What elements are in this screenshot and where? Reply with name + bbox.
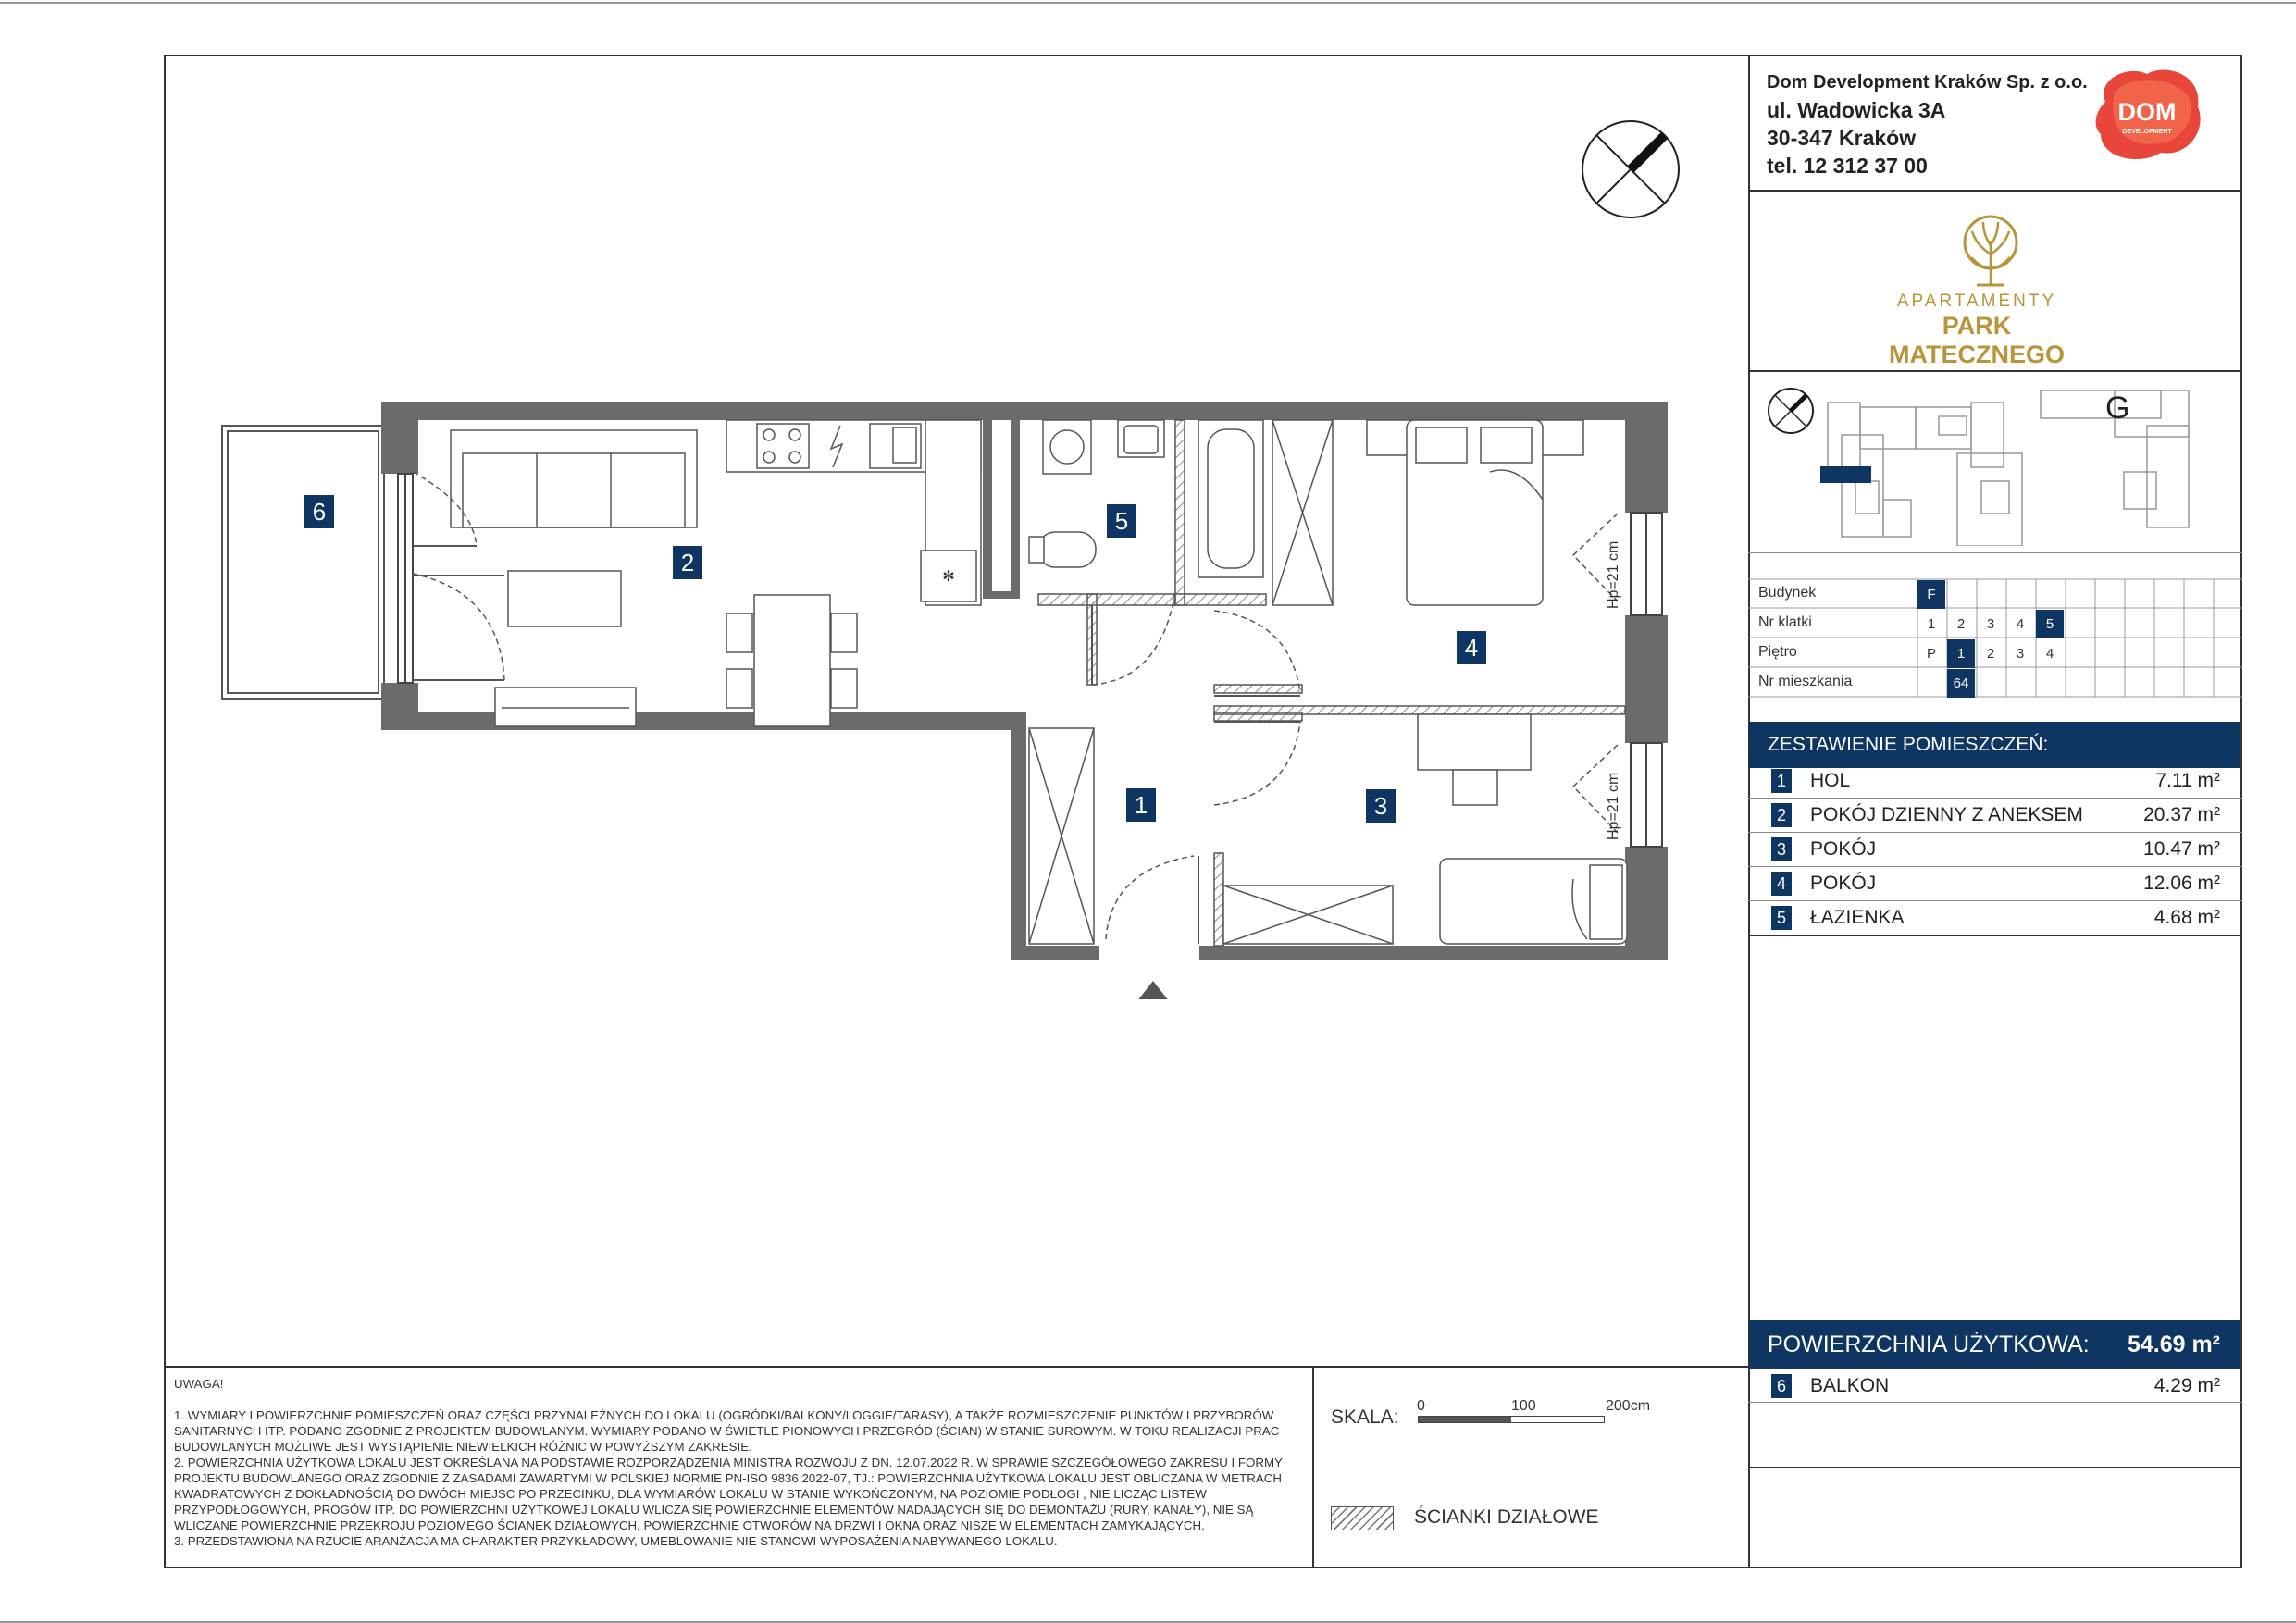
site-key-plan xyxy=(1763,379,2235,551)
coffee-table xyxy=(508,571,621,626)
room-row-6 xyxy=(1749,1369,2240,1403)
room-number-badge: 4 xyxy=(1771,872,1792,896)
desk xyxy=(1418,714,1531,805)
divider xyxy=(1748,798,2242,799)
notes-divider xyxy=(164,1366,1750,1368)
notes-paragraph-1: 1. WYMIARY I POWIERZCHNIE POMIESZCZEŃ ORAZ CZĘŚCI PRZYNALEŻNYCH DO LOKALU (OGRÓDKI/BALKONY/LOGGIE/TARASY), A TAKŻE ROZMIESZCZENIE PUNKTÓW I PRZYBORÓW SANITARNYCH ITP. PODANO ZGODNIE Z PROJEKTEM BUDOWLANYM. WYMIARY PODANO W ŚWIETLE PIONOWYCH PRZEGRÓD (ŚCIAN) W STANIE SUROWYM. W TOKU REALIZACJI PRAC BUDOWLANYCH MOŻLIWE JEST WYSTĄPIENIE NIEWIELKICH RÓŻNIC W POWYŻSZYM ZAKRESIE. xyxy=(174,1408,1280,1454)
plan-room-1-badge: 1 xyxy=(1126,788,1156,822)
rooms-heading: ZESTAWIENIE POMIESZCZEŃ: xyxy=(1749,722,2240,768)
room-area: 7.11 m² xyxy=(2155,770,2220,791)
scale-tick-100: 100 xyxy=(1511,1398,1536,1414)
company-city: 30-347 Kraków xyxy=(1767,126,1917,150)
grid-klatka-3: 4 xyxy=(2016,616,2025,632)
grid-klatka-4: 5 xyxy=(2036,610,2064,638)
divider xyxy=(1748,935,2242,936)
building-letter: G xyxy=(2105,390,2130,426)
divider xyxy=(1748,832,2242,833)
hall-wardrobe xyxy=(1029,728,1094,944)
window-note: Hp=21 cm xyxy=(1606,540,1621,609)
notes-paragraph-2: 2. POWIERZCHNIA UŻYTKOWA LOKALU JEST OKREŚLANA NA PODSTAWIE ROZPORZĄDZENIA MINISTRA ROZWOJU Z DN. 12.07.2022 R. W SPRAWIE SZCZEGÓŁOWEGO ZAKRESU I FORMY PROJEKTU BUDOWLANEGO ORAZ ZGODNIE Z ZASADAMI ZAWARTYMI W POLSKIEJ NORMIE PN-ISO 9836:2022-07, TJ.: POWIERZCHNIA UŻYTKOWA LOKALU JEST OBLICZANA W METRACH KWADRATOWYCH Z DOKŁADNOŚCIĄ DO DWÓCH MIEJSC PO PRZECINKU, DLA WYMIARÓW LOKALU W STANIE WYKOŃCZONYM, NA POZIOMIE PODŁOGI , NIE LICZĄC LISTEW PRZYPODŁOGOWYCH, PROGÓW ITP. DO POWIERZCHNI UŻYTKOWEJ LOKALU WLICZA SIĘ POWIERZCHNIE ELEMENTÓW NADAJĄCYCH SIĘ DO DEMONTAŻU (RURY, KANAŁY), NIE SĄ WLICZANE POWIERZCHNIE PRZEKROJU POZIOMEGO ŚCIANEK DZIAŁOWYCH, POWIERZCHNIE OTWORÓW NA DRZWI I OKNA ORAZ NISZE W ELEMENTACH ZAMYKAJĄCYCH. xyxy=(174,1456,1283,1532)
tv-cabinet xyxy=(495,688,636,726)
notes-title: UWAGA! xyxy=(174,1377,224,1391)
grid-pietro-1: 1 xyxy=(1947,639,1975,668)
balcony-door-leafs xyxy=(413,546,504,680)
company-name: Dom Development Kraków Sp. z o.o. xyxy=(1767,72,2088,93)
room-area: 4.68 m² xyxy=(2153,907,2220,928)
grid-pietro-4: 4 xyxy=(2045,646,2054,662)
grid-pietro-0: P xyxy=(1926,646,1936,662)
room-number-badge: 6 xyxy=(1771,1374,1792,1398)
grid-mieszkanie-0: 64 xyxy=(1947,669,1975,698)
room-row-3 xyxy=(1749,832,2240,866)
room-name: BALKON xyxy=(1810,1375,1890,1396)
plan-room-2-badge: 2 xyxy=(673,546,702,579)
divider xyxy=(1748,1467,2242,1468)
svg-text:✻: ✻ xyxy=(942,569,955,585)
scale-bar xyxy=(1418,1416,1605,1423)
scale-divider xyxy=(1312,1366,1314,1568)
room-name: POKÓJ xyxy=(1810,838,1877,860)
room-row-1 xyxy=(1749,763,2240,798)
key-plan-compass-icon xyxy=(1769,389,1813,433)
grid-klatka-0: 1 xyxy=(1927,616,1936,632)
room-row-4 xyxy=(1749,866,2240,900)
label-nr-klatki: Nr klatki xyxy=(1758,614,1812,630)
notes-block xyxy=(174,1376,1285,1549)
balcony xyxy=(222,426,384,699)
divider xyxy=(1748,900,2242,901)
room-name: POKÓJ DZIENNY Z ANEKSEM xyxy=(1810,804,2083,825)
label-nr-mieszkania: Nr mieszkania xyxy=(1758,674,1853,689)
total-area-value: 54.69 m² xyxy=(2127,1332,2220,1357)
divider xyxy=(1748,190,2242,192)
window-note: Hp=21 cm xyxy=(1606,772,1621,840)
living-room-windows xyxy=(398,474,413,683)
compass-icon xyxy=(1580,118,1682,225)
floor-plan xyxy=(213,398,1684,999)
company-phone: tel. 12 312 37 00 xyxy=(1767,154,1928,178)
tree-logo-icon xyxy=(1958,213,2023,293)
grid-budynek-0: F xyxy=(1917,580,1945,609)
room-row-2 xyxy=(1749,798,2240,832)
bedroom-wardrobe xyxy=(1223,886,1393,944)
divider xyxy=(1748,866,2242,867)
plan-room-6-badge: 6 xyxy=(304,495,334,528)
entrance-arrow-icon xyxy=(1136,981,1170,999)
sofa xyxy=(451,430,697,527)
room-row-5 xyxy=(1749,900,2240,935)
room-name: ŁAZIENKA xyxy=(1810,907,1905,928)
notes-paragraph-3: 3. PRZEDSTAWIONA NA RZUCIE ARANŻACJA MA CHARAKTER PRZYKŁADOWY, UMEBLOWANIE NIE STANOWI WYPOSAŻENIA NABYWANEGO LOKALU. xyxy=(174,1534,1058,1548)
dining-set xyxy=(726,595,857,726)
legend-label: ŚCIANKI DZIAŁOWE xyxy=(1414,1506,1599,1528)
plan-room-3-badge: 3 xyxy=(1366,789,1396,823)
scale-label: SKALA: xyxy=(1331,1406,1399,1428)
logo-text-development: DEVELOPMENT xyxy=(2122,129,2172,135)
room-area: 12.06 m² xyxy=(2143,873,2220,894)
grid-klatka-1: 2 xyxy=(1956,616,1966,632)
grid-klatka-2: 3 xyxy=(1986,616,1995,632)
single-bed xyxy=(1440,859,1627,944)
grid-pietro-3: 3 xyxy=(2016,646,2025,662)
project-name-line2: PARK MATECZNEGO xyxy=(1889,312,2065,368)
project-name-line1: APARTAMENTY xyxy=(1896,291,2057,311)
room-number-badge: 1 xyxy=(1771,769,1792,793)
total-area-label: POWIERZCHNIA UŻYTKOWA: xyxy=(1768,1332,2090,1357)
double-bed xyxy=(1367,420,1583,605)
room-area: 4.29 m² xyxy=(2153,1375,2220,1396)
room-name: HOL xyxy=(1810,770,1851,791)
plan-room-5-badge: 5 xyxy=(1107,504,1136,538)
label-budynek: Budynek xyxy=(1758,585,1817,601)
company-block xyxy=(1767,68,2088,180)
hatch-legend-swatch xyxy=(1331,1506,1394,1530)
scale-tick-200: 200cm xyxy=(1606,1398,1651,1414)
room-area: 20.37 m² xyxy=(2143,804,2220,825)
dom-development-logo xyxy=(2087,65,2212,167)
room-name: POKÓJ xyxy=(1810,873,1877,894)
logo-text-dom: DOM xyxy=(2117,98,2177,126)
divider xyxy=(1748,370,2242,372)
room-number-badge: 3 xyxy=(1771,837,1792,861)
grid-pietro-2: 2 xyxy=(1986,646,1995,662)
total-area-bar xyxy=(1749,1320,2240,1369)
room-number-badge: 5 xyxy=(1771,906,1792,930)
scale-tick-0: 0 xyxy=(1417,1398,1425,1414)
plan-room-4-badge: 4 xyxy=(1457,631,1486,664)
room-number-badge: 2 xyxy=(1771,803,1792,827)
room-area: 10.47 m² xyxy=(2143,838,2220,860)
company-street: ul. Wadowicka 3A xyxy=(1767,98,1946,122)
divider xyxy=(1748,552,2242,553)
label-pietro: Piętro xyxy=(1758,644,1797,660)
